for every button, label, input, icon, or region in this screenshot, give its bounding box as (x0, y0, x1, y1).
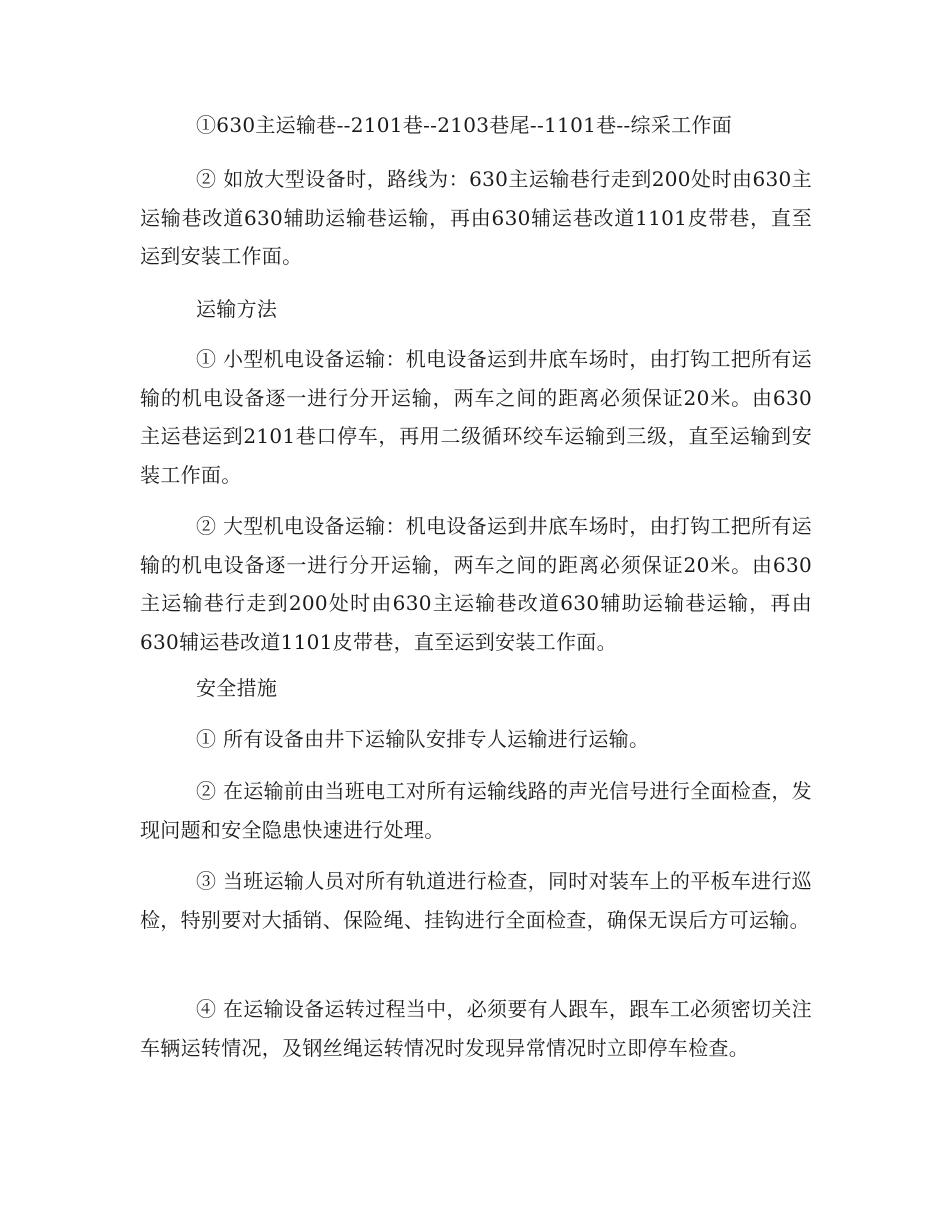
paragraph-large-equipment-transport: ② 大型机电设备运输：机电设备运到井底车场时，由打钩工把所有运输的机电设备逐一进行分开运输，两车之间的距离必须保证20米。由630主运输巷行走到200处时由630主运输巷改道630辅助运输巷运输，再由630辅运巷改道1101皮带巷，直至运到安装工作面。 (140, 514, 812, 654)
paragraph-large-equipment-route: ② 如放大型设备时，路线为：630主运输巷行走到200处时由630主运输巷改道630辅助运输巷运输，再由630辅运巷改道1101皮带巷，直至运到安装工作面。 (140, 167, 812, 268)
safety-measure-4: ④ 在运输设备运转过程当中，必须要有人跟车，跟车工必须密切关注车辆运转情况，及钢丝绳运转情况时发现异常情况时立即停车检查。 (140, 997, 812, 1060)
section-heading-transport-method: 运输方法 (196, 297, 278, 321)
safety-measure-1: ① 所有设备由井下运输队安排专人运输进行运输。 (196, 727, 650, 751)
route-line-1: ①630主运输巷--2101巷--2103巷尾--1101巷--综采工作面 (196, 113, 733, 137)
paragraph-small-equipment-transport: ① 小型机电设备运输：机电设备运到井底车场时，由打钩工把所有运输的机电设备逐一进行分开运输，两车之间的距离必须保证20米。由630主运巷运到2101巷口停车，再用二级循环绞车运输到三级，直至运输到安装工作面。 (140, 347, 812, 487)
safety-measure-3: ③ 当班运输人员对所有轨道进行检查，同时对装车上的平板车进行巡检，特别要对大插销、保险绳、挂钩进行全面检查，确保无误后方可运输。 (140, 869, 812, 932)
section-heading-safety-measures: 安全措施 (196, 676, 278, 700)
safety-measure-2: ② 在运输前由当班电工对所有运输线路的声光信号进行全面检查，发现问题和安全隐患快速进行处理。 (140, 779, 812, 842)
